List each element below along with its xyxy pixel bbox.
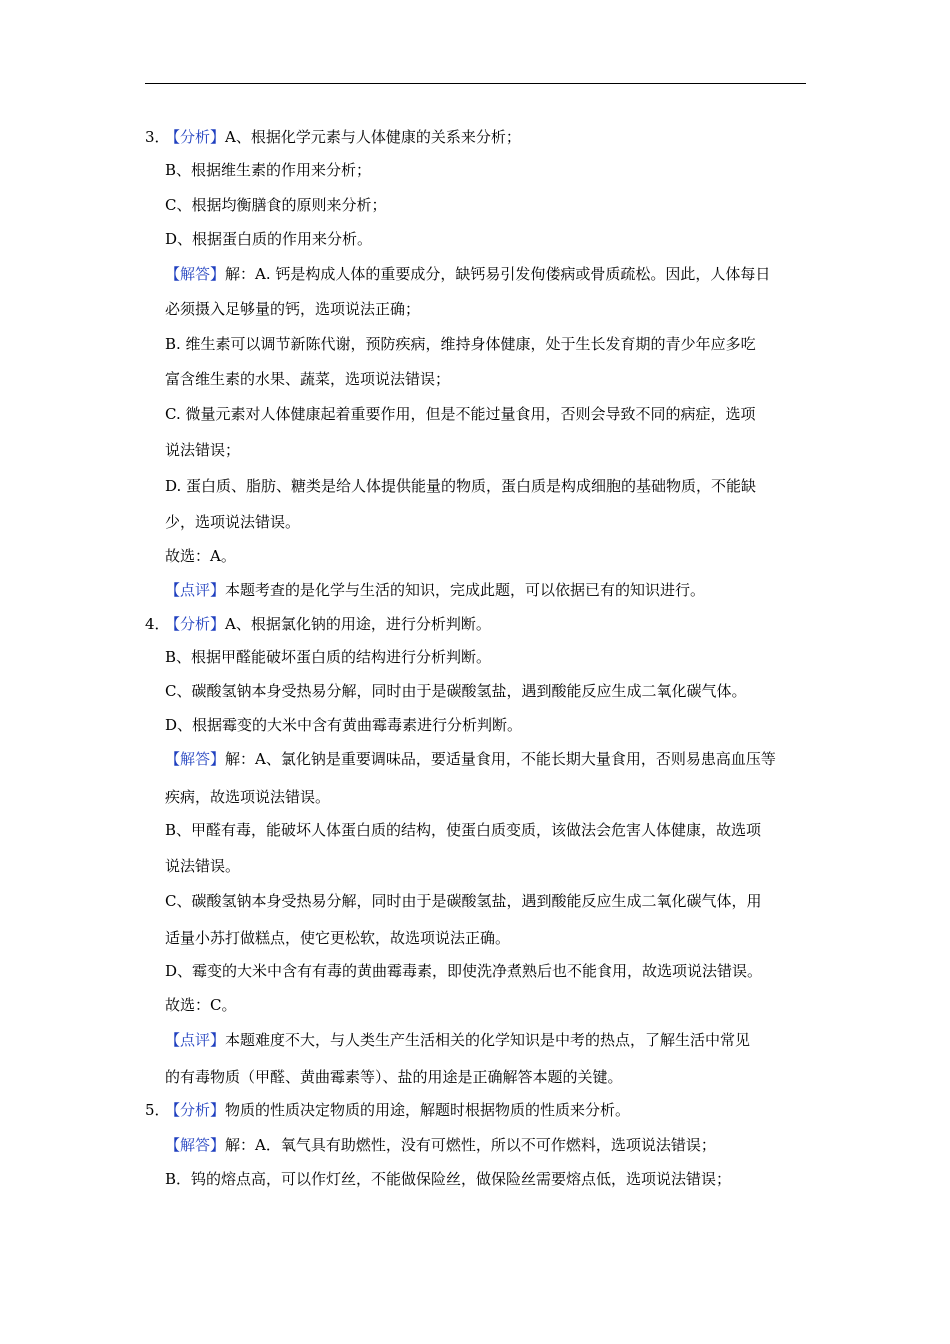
q3-choice: 故选：A。	[165, 547, 236, 565]
q5-analysis: 物质的性质决定物质的用途，解题时根据物质的性质来分析。	[225, 1101, 631, 1119]
q3-analysis-line-a	[145, 127, 521, 147]
q3-analysis-b: B、根据维生素的作用来分析；	[165, 161, 372, 179]
q4-comment-2: 的有毒物质（甲醛、黄曲霉素等）、盐的用途是正确解答本题的关键。	[165, 1068, 623, 1086]
q5-answer-line-a	[165, 1135, 716, 1155]
q4-answer-tag: 【解答】	[165, 750, 226, 768]
q3-comment-tag: 【点评】	[165, 581, 226, 599]
q3-analysis-c: C、根据均衡膳食的原则来分析；	[165, 196, 387, 214]
q3-answer-a-2: 必须摄入足够量的钙，选项说法正确；	[165, 300, 421, 318]
q3-answer-c-2: 说法错误；	[165, 441, 241, 459]
q3-answer-c-1: C. 微量元素对人体健康起着重要作用，但是不能过量食用，否则会导致不同的病症，选项	[165, 405, 756, 423]
q4-analysis-line-a	[145, 614, 491, 634]
q4-answer-c-1: C、碳酸氢钠本身受热易分解，同时由于是碳酸氢盐，遇到酸能反应生成二氧化碳气体，用	[165, 892, 762, 910]
q4-comment-1: 本题难度不大，与人类生产生活相关的化学知识是中考的热点，了解生活中常见	[225, 1031, 751, 1049]
q4-analysis-b: B、根据甲醛能破坏蛋白质的结构进行分析判断。	[165, 648, 492, 666]
q4-comment-tag: 【点评】	[165, 1031, 226, 1049]
q5-number: 5．	[145, 1101, 170, 1119]
q5-answer-a: 解：A．氧气具有助燃性，没有可燃性，所以不可作燃料，选项说法错误；	[225, 1136, 716, 1154]
q5-analysis-tag: 【分析】	[165, 1101, 226, 1119]
q3-answer-tag: 【解答】	[165, 265, 226, 283]
q4-answer-b-2: 说法错误。	[165, 857, 241, 875]
q4-answer-d-1: D、霉变的大米中含有有毒的黄曲霉毒素，即使洗净煮熟后也不能食用，故选项说法错误。	[165, 962, 763, 980]
q4-answer-a-1: 解：A、氯化钠是重要调味品，要适量食用，不能长期大量食用，否则易患高血压等	[225, 750, 776, 768]
q4-answer-a-2: 疾病，故选项说法错误。	[165, 788, 331, 806]
q3-analysis-d: D、根据蛋白质的作用来分析。	[165, 230, 373, 248]
q4-analysis-d: D、根据霉变的大米中含有黄曲霉毒素进行分析判断。	[165, 716, 523, 734]
q3-answer-b-1: B. 维生素可以调节新陈代谢，预防疾病，维持身体健康，处于生长发育期的青少年应多吃	[165, 335, 756, 353]
q4-number: 4．	[145, 615, 170, 633]
q3-comment: 本题考查的是化学与生活的知识，完成此题，可以依据已有的知识进行。	[225, 581, 706, 599]
q3-analysis-tag: 【分析】	[165, 128, 226, 146]
q4-answer-b-1: B、甲醛有毒，能破坏人体蛋白质的结构，使蛋白质变质，该做法会危害人体健康，故选项	[165, 821, 762, 839]
q5-analysis-line	[145, 1100, 630, 1120]
q3-answer-a-1: 解：A. 钙是构成人体的重要成分，缺钙易引发佝偻病或骨质疏松。因此，人体每日	[225, 265, 771, 283]
q3-answer-line-a	[165, 264, 770, 284]
q4-analysis-tag: 【分析】	[165, 615, 226, 633]
q4-answer-line-a	[165, 749, 776, 769]
q4-analysis-c: C、碳酸氢钠本身受热易分解，同时由于是碳酸氢盐，遇到酸能反应生成二氧化碳气体。	[165, 682, 747, 700]
q3-answer-d-2: 少，选项说法错误。	[165, 513, 301, 531]
q3-answer-d-1: D. 蛋白质、脂肪、糖类是给人体提供能量的物质，蛋白质是构成细胞的基础物质，不能缺	[165, 477, 757, 495]
header-rule	[145, 83, 806, 84]
q5-answer-tag: 【解答】	[165, 1136, 226, 1154]
q4-answer-c-2: 适量小苏打做糕点，使它更松软，故选项说法正确。	[165, 929, 511, 947]
q4-choice: 故选：C。	[165, 996, 237, 1014]
q3-answer-b-2: 富含维生素的水果、蔬菜，选项说法错误；	[165, 370, 451, 388]
q4-analysis-a: A、根据氯化钠的用途，进行分析判断。	[225, 615, 491, 633]
q5-answer-b: B．钨的熔点高，可以作灯丝，不能做保险丝，做保险丝需要熔点低，选项说法错误；	[165, 1170, 732, 1188]
q4-comment-line-1	[165, 1030, 750, 1050]
q3-analysis-a: A、根据化学元素与人体健康的关系来分析；	[225, 128, 521, 146]
q3-number: 3．	[145, 128, 170, 146]
q3-comment-line	[165, 580, 705, 600]
